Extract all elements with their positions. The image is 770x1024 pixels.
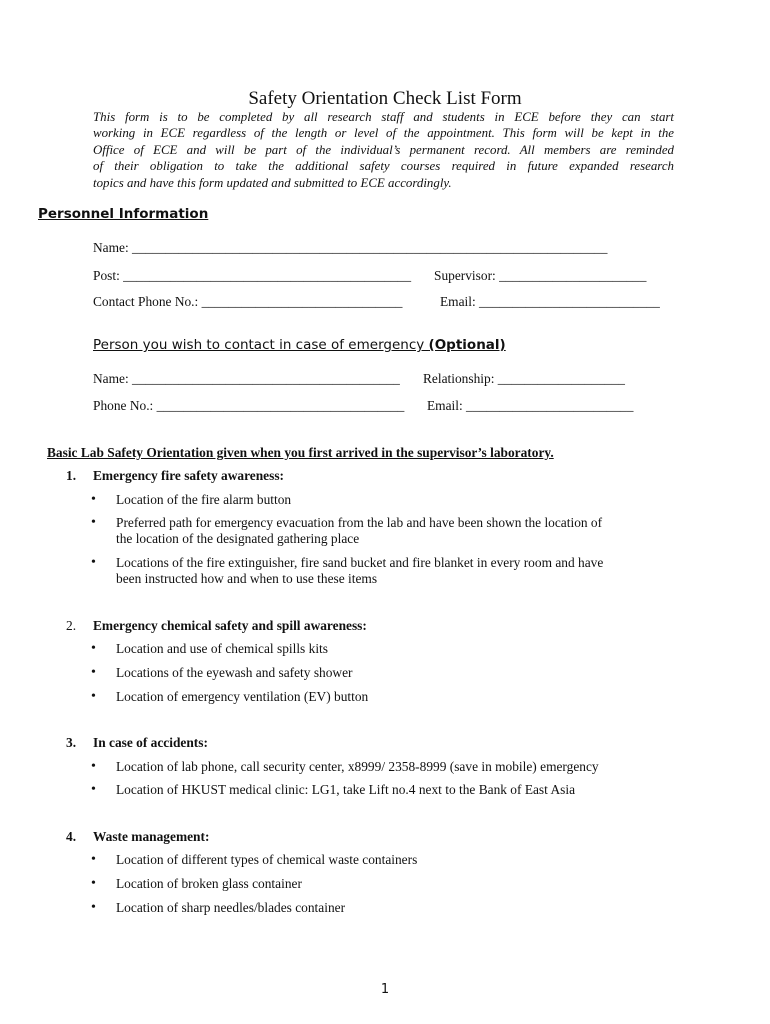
bullet: • [91, 689, 96, 704]
checklist-item: Location of lab phone, call security center, x8999/ 2358-8999 (save in mobile) emergency [116, 759, 599, 774]
emergency-phone-field[interactable]: Phone No.: _____________________________________ [93, 398, 405, 413]
section-title: In case of accidents: [93, 735, 208, 750]
section-number: 2. [66, 618, 77, 633]
section-title: Emergency fire safety awareness: [93, 468, 285, 483]
checklist-item: Location of different types of chemical waste containers [116, 852, 418, 867]
supervisor-field[interactable]: Supervisor: ______________________ [434, 268, 647, 283]
checklist-item: Locations of the eyewash and safety shower [116, 665, 353, 680]
bullet: • [91, 759, 96, 774]
intro-line: This form is to be completed by all research staff and students in ECE before they can start [93, 110, 674, 124]
checklist-item: Location of HKUST medical clinic: LG1, take Lift no.4 next to the Bank of East Asia [116, 782, 576, 797]
emergency-name-field[interactable]: Name: ________________________________________ [93, 371, 400, 386]
section-number: 3. [66, 735, 77, 750]
emergency-heading-text: Person you wish to contact in case of emergency [93, 337, 429, 353]
section-title: Waste management: [93, 829, 210, 844]
checklist-item-continued: been instructed how and when to use these items [116, 571, 378, 586]
bullet: • [91, 641, 96, 656]
section-title: Emergency chemical safety and spill awareness: [93, 618, 367, 633]
personnel-heading: Personnel Information [38, 206, 209, 222]
bullet: • [91, 900, 96, 915]
contact-phone-field[interactable]: Contact Phone No.: ______________________________ [93, 294, 403, 309]
checklist-item: Locations of the fire extinguisher, fire sand bucket and fire blanket in every room and have [116, 555, 604, 570]
checklist-item: Location of sharp needles/blades container [116, 900, 346, 915]
bullet: • [91, 555, 96, 570]
bullet: • [91, 782, 96, 797]
name-field[interactable]: Name: _______________________________________________________________________ [93, 240, 608, 255]
checklist-item: Preferred path for emergency evacuation from the lab and have been shown the location of [116, 515, 603, 530]
checklist-item: Location of broken glass container [116, 876, 302, 891]
page-number: 1 [380, 982, 390, 997]
emergency-email-field[interactable]: Email: _________________________ [427, 398, 634, 413]
intro-paragraph [93, 109, 674, 191]
basic-orientation-heading: Basic Lab Safety Orientation given when you first arrived in the supervisor’s laboratory. [47, 445, 554, 460]
bullet: • [91, 665, 96, 680]
checklist-item-continued: the location of the designated gathering place [116, 531, 360, 546]
emergency-contact-heading [93, 337, 506, 353]
intro-line: Office of ECE and will be part of the individual’s permanent record. All members are reminded [93, 142, 674, 157]
bullet: • [91, 852, 96, 867]
email-field[interactable]: Email: ___________________________ [440, 294, 660, 309]
checklist-item: Location of the fire alarm button [116, 492, 292, 507]
post-field[interactable]: Post: ___________________________________________ [93, 268, 412, 283]
intro-line: topics and have this form updated and submitted to ECE accordingly. [93, 175, 452, 190]
section-number: 1. [66, 468, 77, 483]
checklist-item: Location of emergency ventilation (EV) button [116, 689, 369, 704]
form-title: Safety Orientation Check List Form [248, 88, 522, 109]
relationship-field[interactable]: Relationship: ___________________ [423, 371, 625, 386]
bullet: • [91, 876, 96, 891]
intro-line: working in ECE regardless of the length or level of the appointment. This form will be kept in the [93, 126, 674, 141]
bullet: • [91, 492, 96, 507]
section-number: 4. [66, 829, 77, 844]
checklist-item: Location and use of chemical spills kits [116, 641, 328, 656]
bullet: • [91, 515, 96, 530]
intro-line: of their obligation to take the additional safety courses required in future expanded research [93, 159, 674, 174]
optional-label: (Optional) [428, 337, 506, 353]
